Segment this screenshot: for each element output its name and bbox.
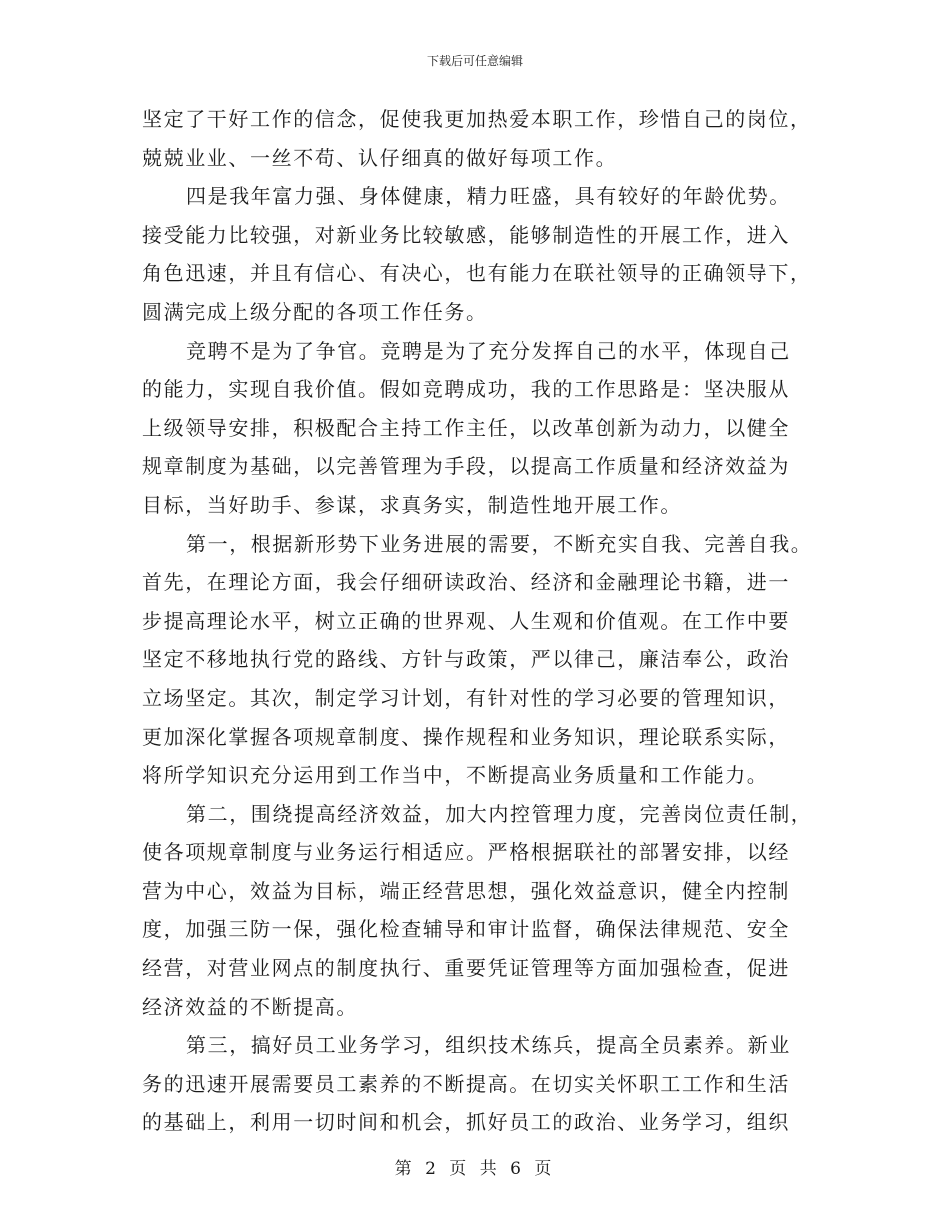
- text-line: 更加深化掌握各项规章制度、操作规程和业务知识，理论联系实际，: [142, 724, 790, 749]
- text-line: 首先，在理论方面，我会仔细研读政治、经济和金融理论书籍，进一: [142, 570, 790, 595]
- text-line: 步提高理论水平，树立正确的世界观、人生观和价值观。在工作中要: [142, 608, 790, 633]
- text-line: 经营，对营业网点的制度执行、重要凭证管理等方面加强检查，促进: [142, 956, 790, 981]
- document-body: [142, 100, 812, 1142]
- text-line: 务的迅速开展需要员工素养的不断提高。在切实关怀职工工作和生活: [142, 1071, 790, 1096]
- paragraph-start-line: 第二，围绕提高经济效益，加大内控管理力度，完善岗位责任制，: [186, 801, 813, 826]
- text-line: 度，加强三防一保，强化检查辅导和审计监督，确保法律规范、安全: [142, 917, 790, 942]
- text-line: 的能力，实现自我价值。假如竞聘成功，我的工作思路是：坚决服从: [142, 377, 790, 402]
- text-line: 圆满完成上级分配的各项工作任务。: [142, 299, 488, 324]
- text-line: 角色迅速，并且有信心、有决心，也有能力在联社领导的正确领导下，: [142, 261, 812, 286]
- page-number-footer: 第 2 页 共 6 页: [394, 1159, 556, 1179]
- text-line: 接受能力比较强，对新业务比较敏感，能够制造性的开展工作，进入: [142, 222, 790, 247]
- text-line: 规章制度为基础，以完善管理为手段，以提高工作质量和经济效益为: [142, 454, 790, 479]
- text-line: 坚定不移地执行党的路线、方针与政策，严以律己，廉洁奉公，政治: [142, 647, 790, 672]
- text-line: 目标，当好助手、参谋，求真务实，制造性地开展工作。: [142, 492, 682, 517]
- text-line: 使各项规章制度与业务运行相适应。严格根据联社的部署安排，以经: [142, 840, 790, 865]
- text-line: 坚定了干好工作的信念，促使我更加热爱本职工作，珍惜自己的岗位，: [142, 107, 812, 131]
- text-line: 的基础上，利用一切时间和机会，抓好员工的政治、业务学习，组织: [142, 1110, 790, 1135]
- paragraph-start-line: 第一，根据新形势下业务进展的需要，不断充实自我、完善自我。: [186, 531, 813, 556]
- text-line: 上级领导安排，积极配合主持工作主任，以改革创新为动力，以健全: [142, 415, 790, 440]
- text-line: 经济效益的不断提高。: [142, 994, 358, 1019]
- text-line: 立场坚定。其次，制定学习计划，有针对性的学习必要的管理知识，: [142, 685, 790, 710]
- paragraph-start-line: 第三，搞好员工业务学习，组织技术练兵，提高全员素养。新业: [186, 1033, 791, 1058]
- paragraph-start-line: 四是我年富力强、身体健康，精力旺盛，具有较好的年龄优势。: [186, 184, 791, 209]
- page-header: 下载后可任意编辑: [426, 54, 523, 68]
- text-line: 将所学知识充分运用到工作当中，不断提高业务质量和工作能力。: [142, 763, 769, 788]
- text-line: 营为中心，效益为目标，端正经营思想，强化效益意识，健全内控制: [142, 878, 790, 903]
- paragraph-start-line: 竞聘不是为了争官。竞聘是为了充分发挥自己的水平，体现自己: [186, 338, 791, 363]
- text-line: 兢兢业业、一丝不苟、认仔细真的做好每项工作。: [142, 145, 618, 170]
